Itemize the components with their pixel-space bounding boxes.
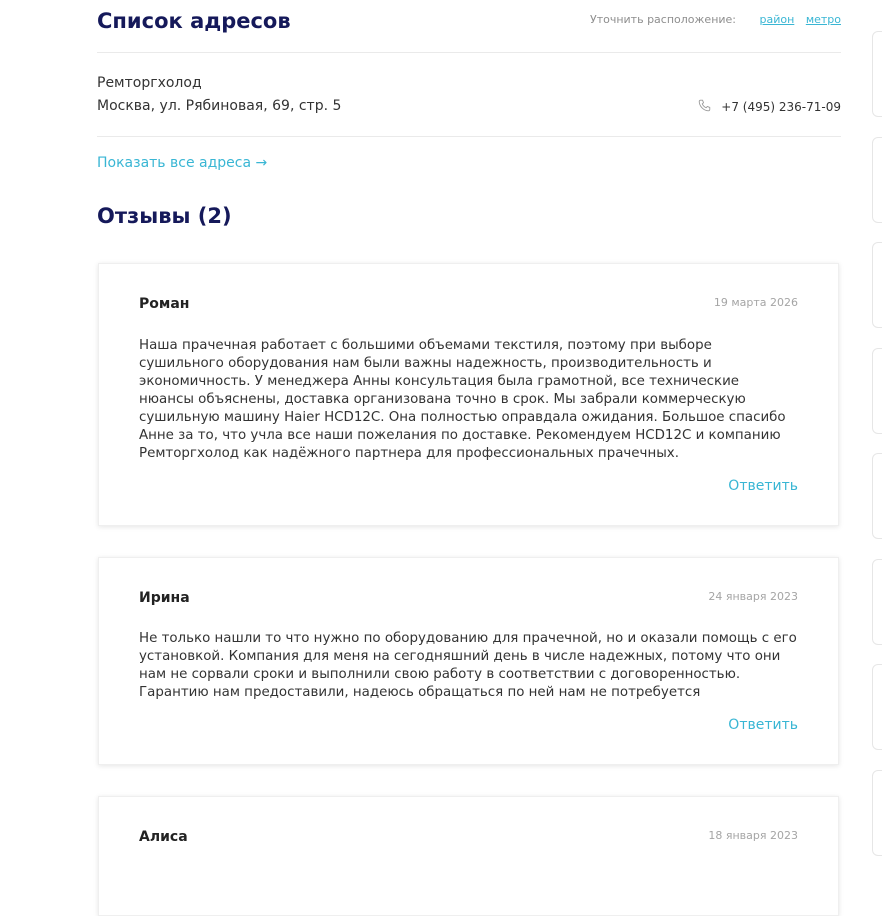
main-content (97, 0, 841, 845)
company-name: Ремторгхолод (97, 75, 202, 91)
review-card (98, 557, 839, 765)
reviews-title: Отзывы (2) (97, 204, 232, 228)
show-all-addresses-link[interactable]: Показать все адреса → (97, 155, 268, 171)
reply-button[interactable]: Ответить (728, 478, 798, 494)
reply-button[interactable]: Ответить (728, 717, 798, 733)
phone-number[interactable] (698, 99, 841, 114)
address-row (97, 53, 841, 137)
review-date: 24 января 2023 (708, 590, 798, 603)
review-card (98, 796, 839, 916)
review-text: Не только нашли то что нужно по оборудованию для прачечной, но и оказали помощь с его установкой. Компания для меня на сегодняшний день в числе надежных, потому что они нам не сорвали сроки и выполнили свою работу в соответствии с договоренностью. Гарантию нам предоставили, надеюсь обращаться по ней нам не потребуется (139, 631, 797, 700)
review-card (98, 263, 839, 526)
side-card[interactable] (872, 453, 882, 539)
side-card[interactable] (872, 664, 882, 750)
phone-icon (698, 99, 711, 112)
refine-metro-link[interactable]: метро (805, 13, 841, 26)
review-date: 18 января 2023 (708, 829, 798, 842)
phone-text[interactable]: +7 (495) 236-71-09 (721, 100, 841, 114)
review-text: Наша прачечная работает с большими объемами текстиля, поэтому при выборе сушильного оборудования нам были важны надежность, производительность и экономичность. У менеджера Анны консультация была грамотной, все технические нюансы объяснены, доставка организована точно в срок. Мы забрали коммерческую сушильную машину Haier HCD12C. Она полностью оправдала ожидания. Большое спасибо Анне за то, что учла все наши пожелания по доставке. Рекомендуем HCD12C и компанию Ремторгхолод как надёжного партнера для профессиональных прачечных. (139, 338, 786, 461)
side-card[interactable] (872, 559, 882, 645)
review-author: Алиса (139, 829, 188, 845)
side-card[interactable] (872, 770, 882, 856)
side-card[interactable] (872, 348, 882, 434)
address-list-title: Список адресов (97, 9, 291, 33)
refine-label: Уточнить расположение: (590, 13, 737, 26)
review-author: Роман (139, 296, 190, 312)
location-refine (590, 13, 841, 26)
side-card[interactable] (872, 137, 882, 223)
side-card[interactable] (872, 242, 882, 328)
refine-district-link[interactable]: район (759, 13, 795, 26)
address-list-header (97, 0, 841, 53)
review-date: 19 марта 2026 (713, 296, 798, 309)
review-author: Ирина (139, 590, 190, 606)
street-address: Москва, ул. Рябиновая, 69, стр. 5 (97, 98, 342, 114)
side-card[interactable] (872, 31, 882, 117)
side-card-column (872, 0, 882, 876)
